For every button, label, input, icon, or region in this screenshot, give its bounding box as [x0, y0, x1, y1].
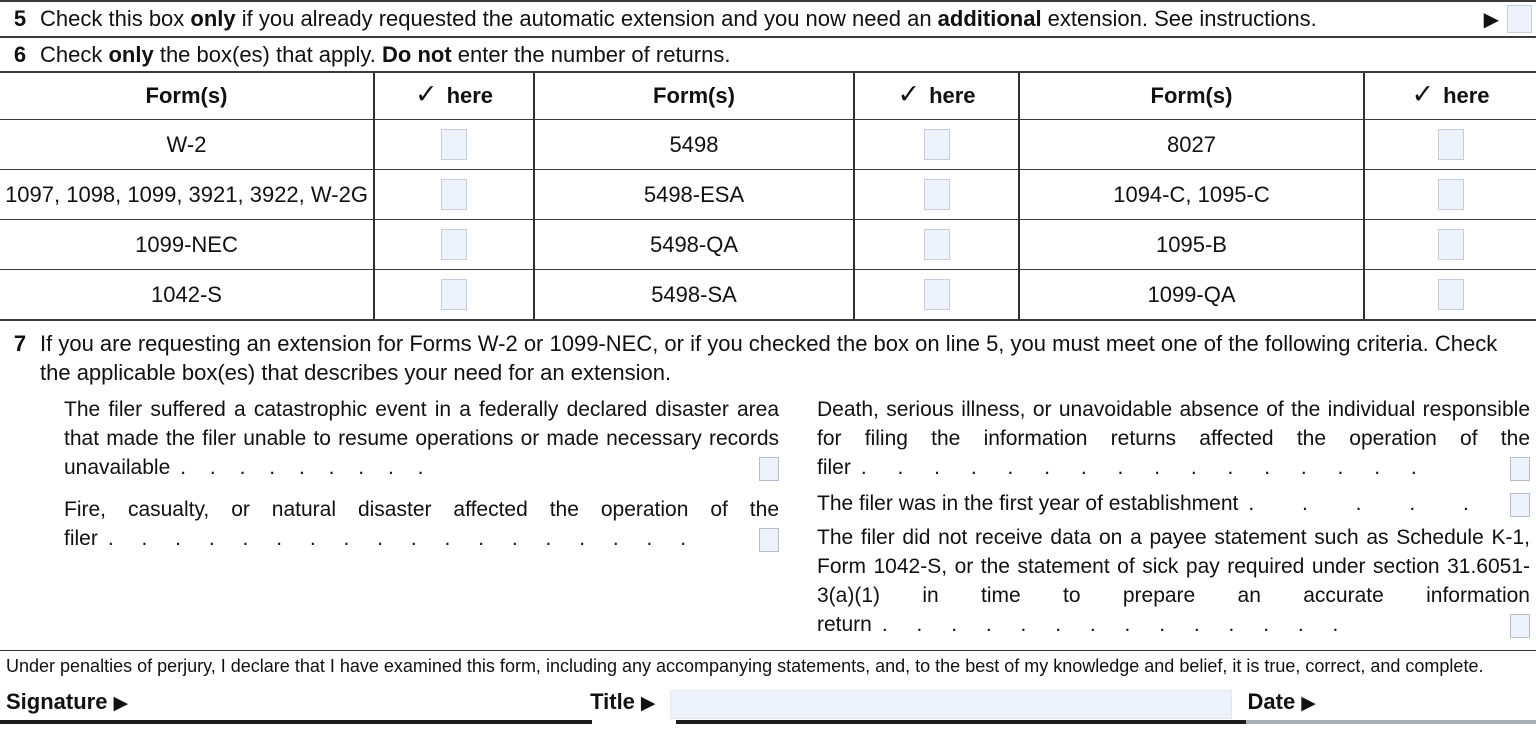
table-header-check-1: ✓ here — [375, 73, 535, 119]
signature-row — [0, 678, 1536, 724]
arrow-right-icon: ▶ — [1301, 692, 1316, 714]
table-header-forms-1: Form(s) — [0, 73, 375, 119]
checkbox-1042-s[interactable] — [441, 279, 467, 310]
form-name-cell: 1095-B — [1020, 219, 1365, 269]
check-cell — [375, 219, 535, 269]
checkbox-1095-b[interactable] — [1438, 229, 1464, 260]
date-label: Date ▶ — [1247, 688, 1316, 714]
forms-table — [0, 71, 1536, 321]
form-name-cell: 1099-NEC — [0, 219, 375, 269]
table-header-check-3: ✓ here — [1411, 78, 1490, 109]
checkbox-5498-sa[interactable] — [924, 279, 950, 310]
line-6 — [0, 38, 1536, 71]
arrow-right-icon: ▶ — [640, 692, 656, 714]
form-name-cell: 5498-ESA — [535, 169, 855, 219]
check-cell — [375, 119, 535, 169]
check-cell — [1365, 219, 1536, 269]
check-icon: ✓ — [1411, 78, 1435, 109]
dot-leader: . . . . . . . . . . . . . . . . — [860, 455, 1417, 479]
line-5-additional-extension-checkbox[interactable] — [1507, 5, 1532, 33]
criterion-fire-casualty — [64, 496, 779, 554]
check-cell — [855, 169, 1020, 219]
criterion-no-payee-data — [817, 524, 1530, 640]
check-cell — [1365, 119, 1536, 169]
criteria-left-column — [64, 396, 779, 640]
form-name-cell: 5498-QA — [535, 219, 855, 269]
line-7-text: If you are requesting an extension for Forms W-2 or 1099-NEC, or if you checked the box on line 5, you must meet one of the following criteria. Check the applicable box(es) that describes your need for an extension. — [40, 331, 1498, 386]
title-label: Title ▶ — [590, 688, 656, 714]
death-illness-checkbox[interactable] — [1510, 457, 1530, 481]
form-name-cell: W-2 — [0, 119, 375, 169]
checkbox-8027[interactable] — [1438, 129, 1464, 160]
criterion-first-year — [817, 490, 1530, 519]
table-header-check-2: ✓ here — [855, 73, 1020, 119]
form-name-cell: 1099-QA — [1020, 269, 1365, 319]
form-name-cell: 1042-S — [0, 269, 375, 319]
checkbox-5498-qa[interactable] — [924, 229, 950, 260]
dot-leader: . . . . . . . . . . . . . . — [881, 612, 1339, 636]
criterion-death-illness — [817, 396, 1530, 483]
checkbox-1099-qa[interactable] — [1438, 279, 1464, 310]
line-5 — [0, 0, 1536, 38]
signature-label: Signature ▶ — [6, 688, 129, 714]
criteria-right-column — [817, 396, 1530, 640]
checkbox-1094c-1095c[interactable] — [1438, 179, 1464, 210]
checkbox-5498-esa[interactable] — [924, 179, 950, 210]
checkbox-1097-1098-1099[interactable] — [441, 179, 467, 210]
dot-leader: . . . . . . . . . . . . . . . . . . — [107, 526, 687, 550]
line-6-number: 6 — [13, 41, 27, 67]
dot-leader: . . . . . — [1248, 491, 1469, 515]
criterion-text: The filer was in the first year of establishment — [817, 491, 1239, 515]
criterion-text: Fire, casualty, or natural disaster affected the operation of the filer — [64, 497, 779, 550]
first-year-checkbox[interactable] — [1510, 493, 1530, 517]
form-name-cell: 1094-C, 1095-C — [1020, 169, 1365, 219]
arrow-right-icon: ▶ — [113, 692, 129, 714]
checkbox-w2[interactable] — [441, 129, 467, 160]
form-name-cell: 5498 — [535, 119, 855, 169]
line-7 — [0, 329, 1536, 388]
check-icon: ✓ — [897, 78, 921, 109]
check-cell — [375, 169, 535, 219]
line-6-text: Check only the box(es) that apply. Do not enter the number of returns. — [40, 41, 731, 67]
check-cell — [1365, 269, 1536, 319]
no-payee-data-checkbox[interactable] — [1510, 614, 1530, 638]
title-input-field[interactable] — [670, 690, 1232, 719]
check-cell — [855, 269, 1020, 319]
check-cell — [375, 269, 535, 319]
check-icon: ✓ — [414, 78, 438, 109]
fire-casualty-checkbox[interactable] — [759, 528, 779, 552]
table-header-forms-2: Form(s) — [535, 73, 855, 119]
check-cell — [855, 119, 1020, 169]
criteria-section — [64, 396, 1536, 640]
criterion-text: Death, serious illness, or unavoidable absence of the individual responsible for filing the information returns affected the operation of the filer — [817, 397, 1530, 479]
dot-leader: . . . . . . . . . — [180, 455, 424, 479]
checkbox-1099-nec[interactable] — [441, 229, 467, 260]
criterion-text: The filer did not receive data on a payee statement such as Schedule K-1, Form 1042-S, or the statement of sick pay required under section 31.6051-3(a)(1) in time to prepare an accurate information return — [817, 525, 1530, 636]
form-name-cell: 5498-SA — [535, 269, 855, 319]
check-cell — [855, 219, 1020, 269]
line-5-number: 5 — [13, 6, 27, 31]
line-7-number: 7 — [13, 331, 27, 356]
arrow-right-icon: ▶ — [1483, 8, 1499, 31]
form-name-cell: 8027 — [1020, 119, 1365, 169]
form-name-cell: 1097, 1098, 1099, 3921, 3922, W-2G — [0, 169, 375, 219]
signature-underline — [0, 720, 1536, 724]
checkbox-5498[interactable] — [924, 129, 950, 160]
criterion-text: The filer suffered a catastrophic event in a federally declared disaster area that made the filer unable to resume operations or made necessary records unavailable — [64, 397, 779, 479]
catastrophic-event-checkbox[interactable] — [759, 457, 779, 481]
criterion-catastrophic-event — [64, 396, 779, 483]
table-header-forms-3: Form(s) — [1020, 73, 1365, 119]
perjury-statement: Under penalties of perjury, I declare that I have examined this form, including any accompanying statements, and, to the best of my knowledge and belief, it is true, correct, and complete. — [0, 650, 1536, 678]
check-cell — [1365, 169, 1536, 219]
line-5-text: Check this box only if you already requested the automatic extension and you now need an additional extension. See instructions. — [40, 6, 1317, 31]
